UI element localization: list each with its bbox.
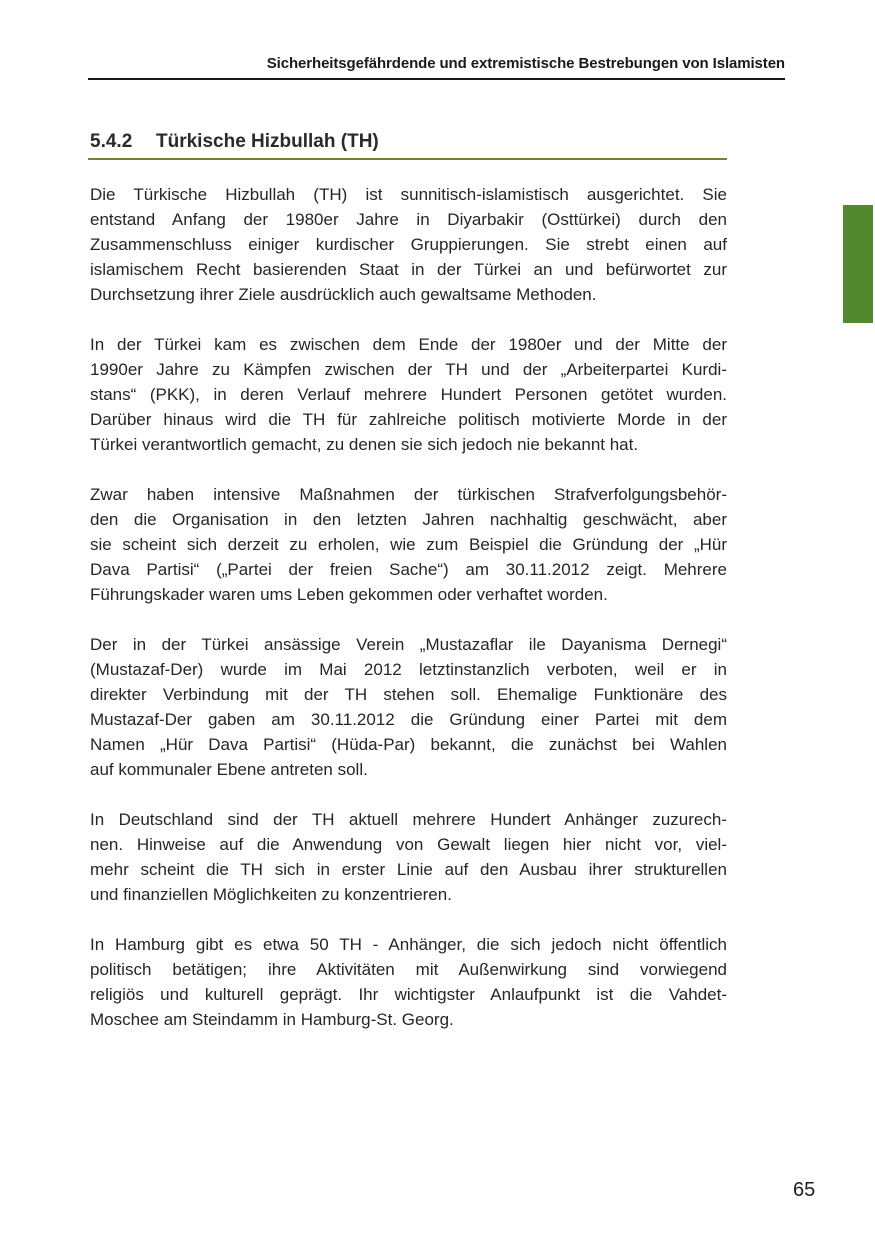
body-text: [90, 182, 727, 1057]
paragraph: [90, 807, 727, 907]
text-line: sie scheint sich derzeit zu erholen, wie zum Beispiel die Gründung der „Hür: [90, 535, 727, 554]
paragraph: [90, 332, 727, 457]
text-line: Dava Partisi“ („Partei der freien Sache“) am 30.11.2012 zeigt. Mehrere: [90, 560, 727, 579]
text-line: In der Türkei kam es zwischen dem Ende der 1980er und der Mitte der: [90, 335, 727, 354]
text-line: In Deutschland sind der TH aktuell mehrere Hundert Anhänger zuzurech-: [90, 810, 727, 829]
chapter-edge-tab: [843, 205, 873, 323]
text-line: (Mustazaf-Der) wurde im Mai 2012 letztinstanzlich verboten, weil er in: [90, 660, 727, 679]
text-line: direkter Verbindung mit der TH stehen soll. Ehemalige Funktionäre des: [90, 685, 727, 704]
text-line: Die Türkische Hizbullah (TH) ist sunnitisch-islamistisch ausgerichtet. Sie: [90, 185, 727, 204]
text-line: Türkei verantwortlich gemacht, zu denen sie sich jedoch nie bekannt hat.: [90, 435, 639, 454]
text-line: Führungskader waren ums Leben gekommen oder verhaftet worden.: [90, 585, 608, 604]
text-line: den die Organisation in den letzten Jahren nachhaltig geschwächt, aber: [90, 510, 727, 529]
section-heading: [88, 131, 727, 160]
text-line: Darüber hinaus wird die TH für zahlreiche politisch motivierte Morde in der: [90, 410, 727, 429]
text-line: Moschee am Steindamm in Hamburg-St. Georg.: [90, 1010, 454, 1029]
text-line: und finanziellen Möglichkeiten zu konzentrieren.: [90, 885, 452, 904]
text-line: Durchsetzung ihrer Ziele ausdrücklich auch gewaltsame Methoden.: [90, 285, 597, 304]
text-line: Mustazaf-Der gaben am 30.11.2012 die Gründung einer Partei mit dem: [90, 710, 727, 729]
running-header-text: Sicherheitsgefährdende und extremistische Bestrebungen von Islamisten: [266, 55, 785, 72]
paragraph: [90, 632, 727, 782]
paragraph: [90, 182, 727, 307]
text-line: 1990er Jahre zu Kämpfen zwischen der TH und der „Arbeiterpartei Kurdi-: [90, 360, 727, 379]
text-line: Namen „Hür Dava Partisi“ (Hüda-Par) bekannt, die zunächst bei Wahlen: [90, 735, 727, 754]
section-title: Türkische Hizbullah (TH): [156, 131, 379, 152]
text-line: islamischem Recht basierenden Staat in der Türkei an und befürwortet zur: [90, 260, 727, 279]
text-line: politisch betätigen; ihre Aktivitäten mit Außenwirkung sind vorwiegend: [90, 960, 727, 979]
text-line: Zusammenschluss einiger kurdischer Gruppierungen. Sie strebt einen auf: [90, 235, 727, 254]
page-number: 65: [793, 1179, 816, 1201]
text-line: Zwar haben intensive Maßnahmen der türkischen Strafverfolgungsbehör-: [90, 485, 727, 504]
text-line: In Hamburg gibt es etwa 50 TH - Anhänger, die sich jedoch nicht öffentlich: [90, 935, 727, 954]
text-line: nen. Hinweise auf die Anwendung von Gewalt liegen hier nicht vor, viel-: [90, 835, 727, 854]
section-number: 5.4.2: [90, 131, 133, 152]
paragraph: [90, 932, 727, 1032]
text-line: auf kommunaler Ebene antreten soll.: [90, 760, 368, 779]
text-line: Der in der Türkei ansässige Verein „Mustazaflar ile Dayanisma Dernegi“: [90, 635, 727, 654]
text-line: religiös und kulturell geprägt. Ihr wichtigster Anlaufpunkt ist die Vahdet-: [90, 985, 727, 1004]
text-line: entstand Anfang der 1980er Jahre in Diyarbakir (Osttürkei) durch den: [90, 210, 727, 229]
text-line: stans“ (PKK), in deren Verlauf mehrere Hundert Personen getötet wurden.: [90, 385, 727, 404]
text-line: mehr scheint die TH sich in erster Linie auf den Ausbau ihrer strukturellen: [90, 860, 727, 879]
paragraph: [90, 482, 727, 607]
running-header: [88, 54, 785, 80]
